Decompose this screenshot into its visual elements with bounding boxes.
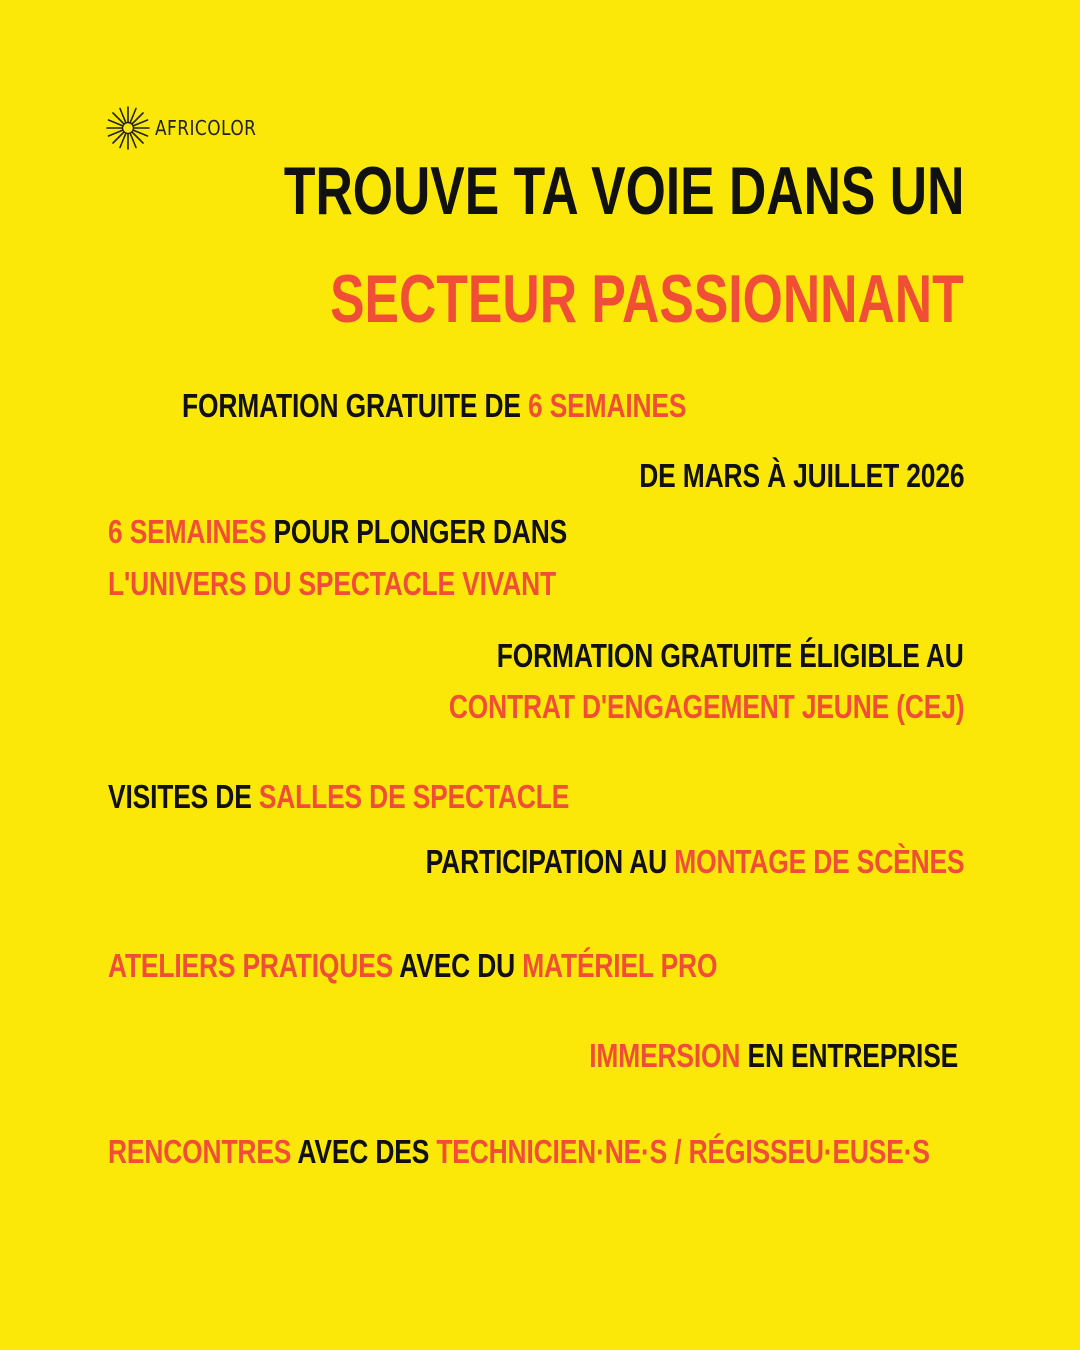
item-highlight: ATELIERS PRATIQUES <box>108 947 394 984</box>
item-immersion <box>589 1036 958 1076</box>
item-text: FORMATION GRATUITE ÉLIGIBLE AU <box>497 637 964 674</box>
headline-line-1: TROUVE TA VOIE DANS UN <box>283 153 964 229</box>
item-highlight: SALLES DE SPECTACLE <box>258 778 570 815</box>
item-text: AVEC DU <box>393 947 523 984</box>
item-montage <box>425 842 964 882</box>
item-highlight: L'UNIVERS DU SPECTACLE VIVANT <box>108 565 557 602</box>
item-highlight: TECHNICIEN·NE·S / RÉGISSEU·EUSE·S <box>436 1133 930 1170</box>
item-text: FORMATION GRATUITE DE <box>182 387 529 424</box>
item-text: EN ENTREPRISE <box>740 1037 958 1074</box>
item-univers <box>108 564 556 604</box>
sun-burst-icon <box>106 106 150 150</box>
item-text: VISITES DE <box>108 778 259 815</box>
item-visites <box>108 777 569 817</box>
item-text: POUR PLONGER DANS <box>266 513 568 550</box>
item-highlight: MONTAGE DE SCÈNES <box>673 843 964 880</box>
brand-name: AFRICOLOR <box>155 116 257 140</box>
item-formation-duration <box>182 386 686 426</box>
africolor-logo <box>106 106 274 150</box>
item-highlight: RENCONTRES <box>108 1133 292 1170</box>
item-highlight: CONTRAT D'ENGAGEMENT JEUNE (CEJ) <box>448 688 964 725</box>
item-highlight: MATÉRIEL PRO <box>522 947 718 984</box>
item-dates <box>639 456 964 496</box>
item-cej <box>449 687 965 727</box>
item-ateliers <box>108 946 717 986</box>
item-highlight: 6 SEMAINES <box>108 513 267 550</box>
headline-line-2: SECTEUR PASSIONNANT <box>330 261 964 337</box>
item-text: DE MARS À JUILLET 2026 <box>638 457 964 494</box>
item-plonger <box>108 512 567 552</box>
item-highlight: 6 SEMAINES <box>528 387 687 424</box>
item-text: AVEC DES <box>291 1133 437 1170</box>
item-highlight: IMMERSION <box>589 1037 741 1074</box>
item-rencontres <box>108 1132 930 1172</box>
item-text: PARTICIPATION AU <box>425 843 674 880</box>
item-eligible <box>497 636 964 676</box>
